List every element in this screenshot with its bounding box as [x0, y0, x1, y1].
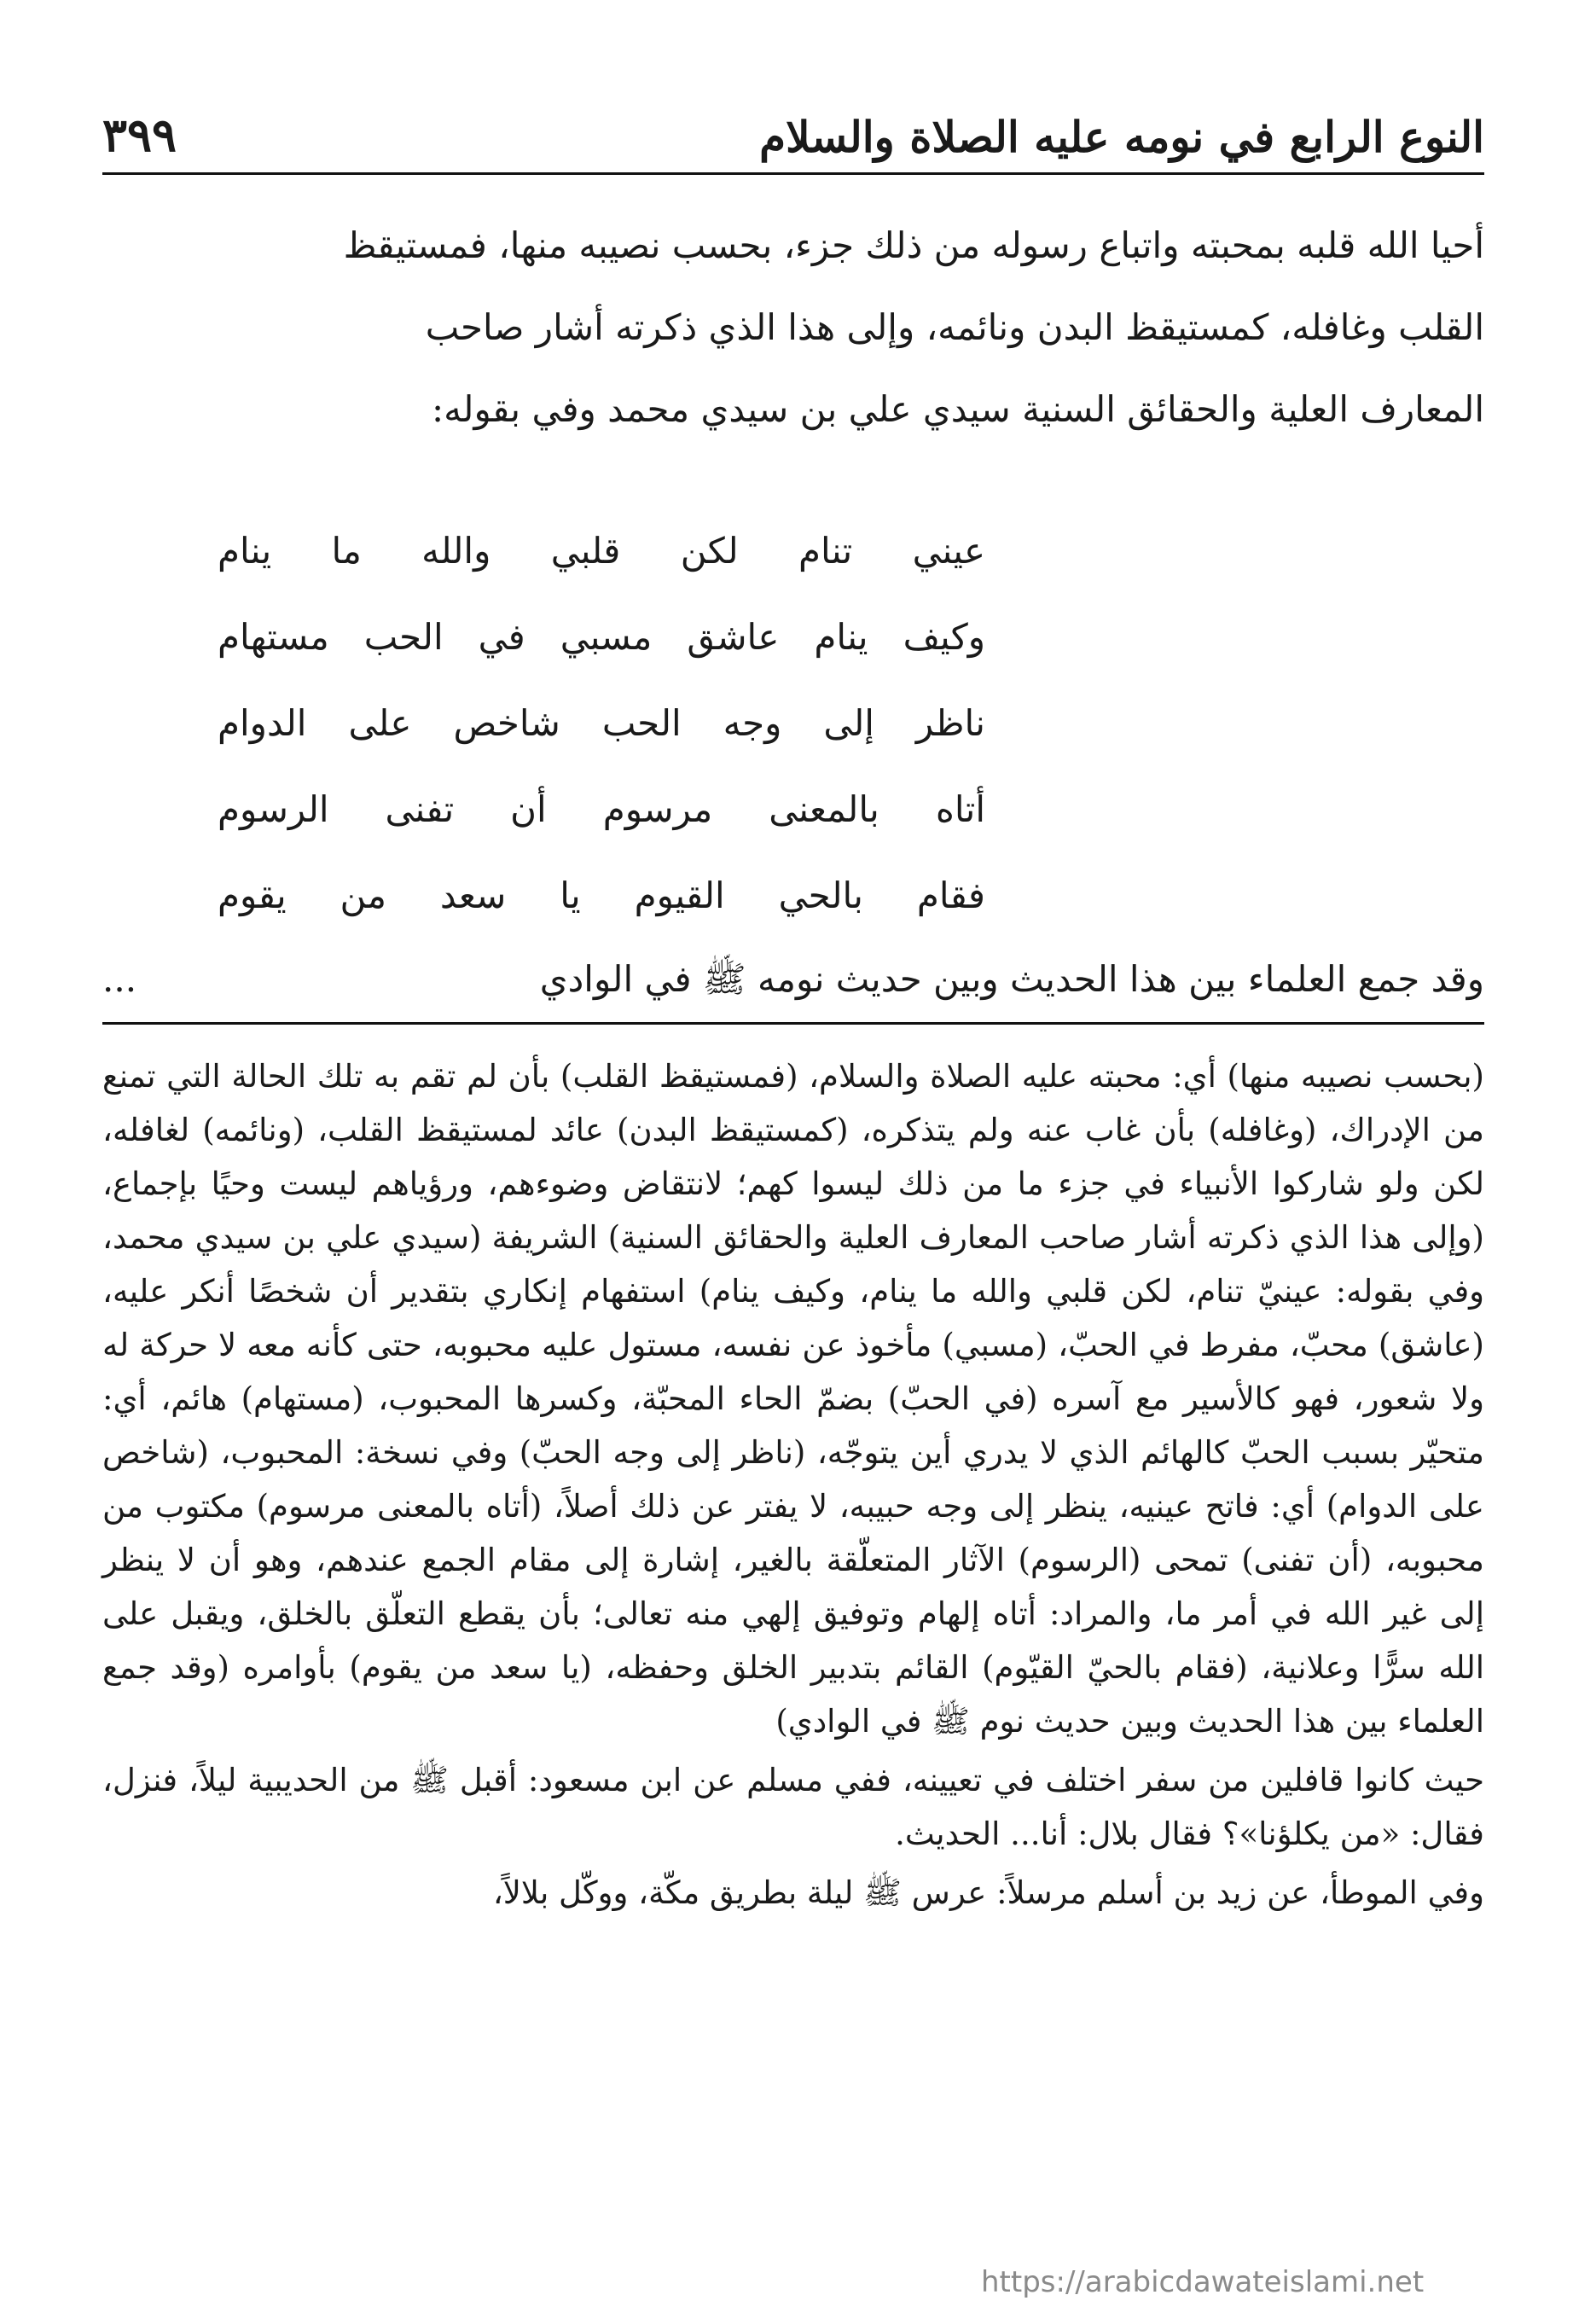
poem-verse: عيني تنام لكن قلبي والله ما ينام	[218, 530, 985, 572]
header-rule	[102, 172, 1484, 175]
book-page	[102, 68, 1484, 2286]
continuation-ellipsis: ...	[102, 958, 137, 1000]
watermark-url: https://arabicdawateislami.net	[981, 2265, 1425, 2299]
commentary-paragraph: حيث كانوا قافلين من سفر اختلف في تعيينه، ففي مسلم عن ابن مسعود: أقبل ﷺ من الحديبية ليلاً، فنزل، فقال: «من يكلؤنا»؟ فقال بلال: أنا... الحديث.	[102, 1762, 1484, 1852]
commentary-paragraph: (بحسب نصيبه منها) أي: محبته عليه الصلاة والسلام، (فمستيقظ القلب) بأن لم تقم به تلك الحالة التي تمنع من الإدراك، (وغافله) بأن غاب عنه ولم يتذكره، (كمستيقظ البدن) عائد لمستيقظ القلب، (ونائمه) لغافله، لكن ولو شاركوا الأنبياء في جزء ما من ذلك ليسوا كهم؛ لانتقاض وضوءهم، ورؤياهم ليست وحيًا بإجماع، (وإلى هذا الذي ذكرته أشار صاحب المعارف العلية والحقائق السنية) الشريفة (سيدي علي بن سيدي محمد، وفي بقوله: عينيّ تنام، لكن قلبي والله ما ينام، وكيف ينام) استفهام إنكاري بتقدير أن شخصًا أنكر عليه، (عاشق) محبّ، مفرط في الحبّ، (مسبي) مأخوذ عن نفسه، مستول عليه محبوبه، حتى كأنه معه لا حركة له ولا شعور، فهو كالأسير مع آسره (في الحبّ) بضمّ الحاء المحبّة، وكسرها المحبوب، (مستهام) هائم، أي: متحيّر بسبب الحبّ كالهائم الذي لا يدري أين يتوجّه، (ناظر إلى وجه الحبّ) وفي نسخة: المحبوب، (شاخص على الدوام) أي: فاتح عينيه، ينظر إلى وجه حبيبه، لا يفتر عن ذلك أصلاً، (أتاه بالمعنى مرسوم) مكتوب من محبوبه، (أن تفنى) تمحى (الرسوم) الآثار المتعلّقة بالغير، إشارة إلى مقام الجمع عندهم، وهو أن لا ينظر إلى غير الله في أمر ما، والمراد: أتاه إلهام وتوفيق إلهي منه تعالى؛ بأن يقطع التعلّق بالخلق، ويقبل على الله سرًّا وعلانية، (فقام بالحيّ القيّوم) القائم بتدبير الخلق وحفظه، (يا سعد من يقوم) بأوامره (وقد جمع العلماء بين هذا الحديث وبين حديث نوم ﷺ في الوادي)	[102, 1058, 1484, 1740]
poem	[218, 508, 985, 938]
main-text-line: المعارف العلية والحقائق السنية سيدي علي بن سيدي محمد وفي بقوله:	[432, 388, 1484, 430]
section-separator	[102, 1022, 1484, 1025]
poem-verse: أتاه بالمعنى مرسوم أن تفنى الرسوم	[218, 788, 985, 830]
poem-verse: وكيف ينام عاشق مسبي في الحب مستهام	[218, 616, 985, 658]
poem-verse: فقام بالحي القيوم يا سعد من يقوم	[218, 874, 985, 916]
main-text-line: القلب وغافله، كمستيقظ البدن ونائمه، وإلى هذا الذي ذكرته أشار صاحب	[425, 306, 1484, 348]
page-number: ٣٩٩	[102, 107, 177, 162]
main-text-last-line	[102, 938, 1484, 1020]
main-text-line: وقد جمع العلماء بين هذا الحديث وبين حديث نومه ﷺ في الوادي	[539, 958, 1484, 1000]
main-text-line: أحيا الله قلبه بمحبته واتباع رسوله من ذلك جزء، بحسب نصيبه منها، فمستيقظ	[343, 224, 1484, 266]
commentary-paragraph: وفي الموطأ، عن زيد بن أسلم مرسلاً: عرس ﷺ ليلة بطريق مكّة، ووكّل بلالاً،	[492, 1874, 1484, 1911]
page-header	[102, 85, 1484, 162]
commentary	[102, 1049, 1484, 1920]
running-title: النوع الرابع في نومه عليه الصلاة والسلام	[759, 112, 1484, 162]
poem-verse: ناظر إلى وجه الحب شاخص على الدوام	[218, 702, 985, 744]
main-text	[102, 205, 1484, 450]
